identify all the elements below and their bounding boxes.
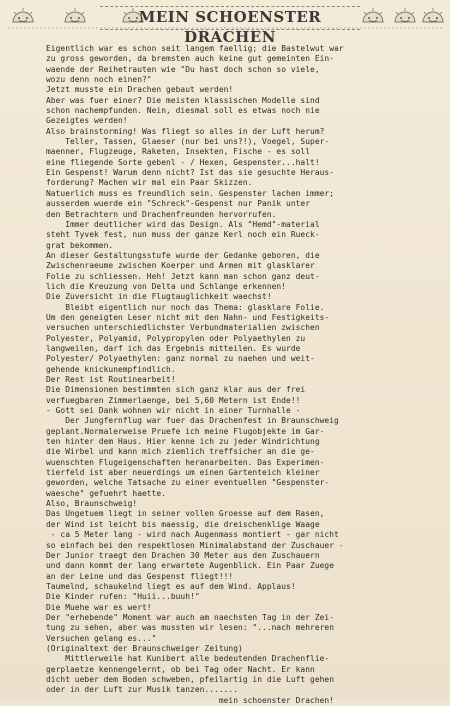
body-line: geworden, welche Tatsache zu einer eventuellen "Gespenster- [46, 478, 330, 488]
header-banner [0, 0, 450, 46]
body-line: wozu denn noch einen?" [46, 75, 152, 85]
body-line: Bleibt eigentlich nur noch das Thema: glasklare Folie. [46, 302, 325, 312]
body-line: waende der Reihetrauten wie "Du hast doch schon so viele, [46, 64, 320, 74]
sun-icon [10, 6, 36, 26]
sun-icon [62, 6, 88, 26]
body-line: Die Kinder rufen: "Huii...buuh!" [46, 592, 200, 602]
body-line: Die Zuversicht in die Flugtauglichkeit waechst! [46, 292, 272, 302]
body-line: gerplaetze kennengelernt, ob bei Tag oder Nacht. Er kann [46, 664, 315, 674]
body-line: maenner, Flugzeuge, Raketen, Insekten, Fische - es soll [46, 147, 311, 157]
body-line: Versuchen gelang es..." [46, 633, 157, 643]
body-line: Der "erhebende" Moment war auch am naechsten Tag in der Zei- [46, 612, 335, 622]
body-line: Immer deutlicher wird das Design. Als "Hemd"-material [46, 219, 320, 229]
body-line: dicht ueber dem Boden schweben, pfeilartig in die Luft gehen [46, 674, 335, 684]
body-line: Der Jungfernflug war fuer das Drachenfest in Braunschweig [46, 416, 339, 426]
body-line: und dann kommt der lang erwartete Augenblick. Ein Paar Zuege [46, 561, 335, 571]
body-line: Der Junior traegt den Drachen 30 Meter aus den Zuschauern [46, 550, 320, 560]
body-line: Zwischenraeume zwischen Koerper und Armen mit glasklarer [46, 261, 315, 271]
body-line: grat bekommen. [46, 240, 114, 250]
body-line: schon nachempfunden. Nein, diesmal soll es etwas noch nie [46, 106, 320, 116]
body-line: (Originaltext der Braunschweiger Zeitung) [46, 643, 243, 653]
body-line: so einfach bei den respektlosen Minimalabstand der Zuschauer - [46, 540, 344, 550]
body-line: oder in der Luft zur Musik tanzen....... [46, 685, 239, 695]
body-line: - ca 5 Meter lang - wird nach Augenmass montiert - gar nicht [46, 530, 339, 540]
body-line: zu gross geworden, da bremsten auch keine gut gemeinten Ein- [46, 54, 335, 64]
body-line: Also brainstorming! Was fliegt so alles in der Luft herum? [46, 126, 325, 136]
body-line: Teller, Tassen, Glaeser (nur bei uns?!), Voegel, Super- [46, 137, 330, 147]
body-line: Natuerlich muss es freundlich sein. Gespenster lachen immer; [46, 188, 335, 198]
body-line: lich die Kreuzung von Delta und Schlange erkennen! [46, 281, 287, 291]
body-line: Also, Braunschweig! [46, 499, 138, 509]
body-line: Die Muehe war es wert! [46, 602, 152, 612]
body-line: Polyester, Polyamid, Polypropylen oder Polyaethylen zu [46, 333, 306, 343]
body-line: ten hinter dem Haus. Hier kenne ich zu jeder Windrichtung [46, 437, 320, 447]
body-line: langweilen, darf ich das Ergebnis mitteilen. Es wurde [46, 343, 301, 353]
body-line: steht Tyvek fest, nun muss der ganze Kerl noch ein Rueck- [46, 230, 320, 240]
body-line: An dieser Gestaltungsstufe wurde der Gedanke geboren, die [46, 250, 320, 260]
sun-icon [360, 6, 386, 26]
body-line: Gezeigtes werden! [46, 116, 128, 126]
body-line: der Wind ist leicht bis maessig, die dreischenklige Waage [46, 519, 320, 529]
body-line: gehende knickunempfindlich. [46, 364, 176, 374]
body-line: Taumelnd, schaukelnd liegt es auf dem Wind. Applaus! [46, 581, 296, 591]
body-line: Aber was fuer einer? Die meisten klassischen Modelle sind [46, 95, 320, 105]
body-line: Die Dimensionen bestimmten sich ganz klar aus der frei [46, 385, 306, 395]
body-line: die Wirbel und kann mich ziemlich treffsicher an die ge- [46, 447, 315, 457]
sun-icon [420, 6, 446, 26]
page-title: MEIN SCHOENSTER DRACHEN [100, 6, 360, 30]
body-line: wuenschten Flugeigenschaften heranarbeiten. Das Experimen- [46, 457, 325, 467]
body-line: Jetzt musste ein Drachen gebaut werden! [46, 85, 234, 95]
body-line: tung zu sehen, aber was mussten wir lesen: "...nach mehreren [46, 623, 335, 633]
body-line: geplant.Normalerweise Pruefe ich meine Flugobjekte im Gar- [46, 426, 325, 436]
body-line: den Betrachtern und Drachenfreunden hervorrufen. [46, 209, 277, 219]
body-line: an der Leine und das Gespenst fliegt!!! [46, 571, 234, 581]
body-line: - Gott sei Dank wohnen wir nicht in einer Turnhalle - [46, 406, 301, 416]
sun-icon [392, 6, 418, 26]
body-line: verfuegbaren Zimmerlaenge, bei 5,60 Metern ist Ende!! [46, 395, 301, 405]
body-line: forderung? Machen wir mal ein Paar Skizzen. [46, 178, 253, 188]
body-line: ausserdem wuerde ein "Schreck"-Gespenst nur Panik unter [46, 199, 311, 209]
body-line: versuchen unterschiedlichster Verbundmaterialien zwischen [46, 323, 320, 333]
body-line: Folie zu schliessen. Heh! Jetzt kann man schon ganz deut- [46, 271, 320, 281]
body-line: tierfeld ist aber neuerdings um einen Gartenteich kleiner [46, 468, 320, 478]
body-line: waesche" gefuehrt haette. [46, 488, 167, 498]
body-line: Ein Gespenst! Warum denn nicht? Ist das sie gesuchte Heraus- [46, 168, 335, 178]
body-line: Das Ungetuem liegt in seiner vollen Groesse auf dem Rasen, [46, 509, 325, 519]
body-line: eine fliegende Sorte gebenl - / Hexen, Gespenster...halt! [46, 157, 320, 167]
body-line: Mittlerweile hat Kunibert alle bedeutenden Drachenflie- [46, 654, 330, 664]
body-line: Polyester/ Polyaethylen: ganz normal zu naehen und weit- [46, 354, 315, 364]
body-line: mein schoenster Drachen! [46, 695, 335, 705]
body-line: Der Rest ist Routinearbeit! [46, 375, 176, 384]
article-body [46, 44, 426, 706]
body-line: Eigentlich war es schon seit langem faellig; die Bastelwut war [46, 44, 344, 53]
body-line: Um den geneigten Leser nicht mit den Nahn- und Festigkeits- [46, 312, 330, 322]
